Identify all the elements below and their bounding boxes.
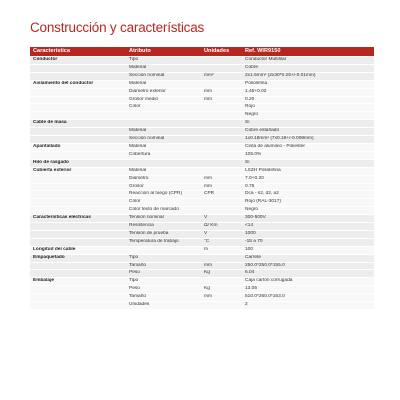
unit-cell: V: [201, 230, 242, 238]
value-cell: 0.20: [242, 96, 374, 104]
unit-cell: [201, 112, 242, 120]
value-cell: 1000: [242, 230, 374, 238]
unit-cell: mm: [201, 294, 242, 302]
characteristic-cell: Cable de masa: [30, 120, 126, 128]
characteristic-cell: [30, 112, 126, 120]
attribute-cell: Material: [126, 128, 201, 136]
header-row: [30, 47, 374, 57]
attribute-cell: Sección nominal: [126, 72, 201, 80]
value-cell: Cinta de aluminio - Poliester: [242, 143, 374, 151]
attribute-cell: Diámetro: [126, 175, 201, 183]
unit-cell: [201, 80, 242, 88]
attribute-cell: Material: [126, 167, 201, 175]
table-row: [30, 143, 374, 151]
table-row: [30, 262, 374, 270]
value-cell: 0.75: [242, 183, 374, 191]
characteristic-cell: Apantallado: [30, 143, 126, 151]
unit-cell: CPR: [201, 191, 242, 199]
table-row: [30, 57, 374, 65]
table-row: [30, 278, 374, 286]
value-cell: Carrete: [242, 254, 374, 262]
table-row: [30, 167, 374, 175]
value-cell: Caja cartón corrugada: [242, 278, 374, 286]
value-cell: 510.0*260.0*163.0: [242, 294, 374, 302]
value-cell: Conductor Multifilar: [242, 57, 374, 65]
value-cell: Cobre estañado: [242, 128, 374, 136]
attribute-cell: Grosor: [126, 183, 201, 191]
characteristic-cell: [30, 96, 126, 104]
characteristic-cell: Embalaje: [30, 278, 126, 286]
table-row: [30, 191, 374, 199]
unit-cell: mm: [201, 262, 242, 270]
attribute-cell: Cobertura: [126, 151, 201, 159]
unit-cell: mm: [201, 183, 242, 191]
attribute-cell: Grosor medio: [126, 96, 201, 104]
value-cell: Dca - s2, d2, a2: [242, 191, 374, 199]
unit-cell: [201, 64, 242, 72]
unit-cell: [201, 128, 242, 136]
attribute-cell: Temperatura de trabajo: [126, 238, 201, 246]
characteristic-cell: [30, 199, 126, 207]
unit-cell: [201, 104, 242, 112]
attribute-cell: Color: [126, 104, 201, 112]
characteristic-cell: [30, 88, 126, 96]
attribute-cell: [126, 120, 201, 128]
attribute-cell: Color: [126, 199, 201, 207]
value-cell: Rojo (RAL-3017): [242, 199, 374, 207]
characteristic-cell: [30, 302, 126, 310]
table-row: [30, 215, 374, 223]
value-cell: 300-500V: [242, 215, 374, 223]
unit-cell: [201, 278, 242, 286]
unit-cell: mm: [201, 88, 242, 96]
table-row: [30, 294, 374, 302]
value-cell: LSZH Poliolefina: [242, 167, 374, 175]
attribute-cell: Unidades: [126, 302, 201, 310]
characteristic-cell: Longitud del cable: [30, 246, 126, 254]
table-row: [30, 183, 374, 191]
characteristic-cell: [30, 151, 126, 159]
attribute-cell: Tensión nominal: [126, 215, 201, 223]
spec-body: [30, 57, 374, 310]
table-row: [30, 72, 374, 80]
value-cell: Negro: [242, 207, 374, 215]
value-cell: Sí: [242, 159, 374, 167]
value-cell: 250.0*250.0*155.0: [242, 262, 374, 270]
characteristic-cell: Hilo de rasgado: [30, 159, 126, 167]
unit-cell: m: [201, 246, 242, 254]
unit-cell: [201, 57, 242, 65]
characteristic-cell: [30, 230, 126, 238]
characteristic-cell: [30, 175, 126, 183]
table-row: [30, 80, 374, 88]
attribute-cell: Tipo: [126, 278, 201, 286]
characteristic-cell: [30, 128, 126, 136]
table-row: [30, 230, 374, 238]
unit-cell: Kg: [201, 286, 242, 294]
table-row: [30, 88, 374, 96]
unit-cell: [201, 207, 242, 215]
characteristic-cell: [30, 136, 126, 144]
table-row: [30, 238, 374, 246]
characteristic-cell: Empaquetado: [30, 254, 126, 262]
table-row: [30, 286, 374, 294]
table-row: [30, 302, 374, 310]
value-cell: Cobre: [242, 64, 374, 72]
attribute-cell: [126, 159, 201, 167]
table-row: [30, 104, 374, 112]
attribute-cell: Sección nominal: [126, 136, 201, 144]
value-cell: <14: [242, 223, 374, 231]
unit-cell: Kg: [201, 270, 242, 278]
value-cell: 100: [242, 246, 374, 254]
table-row: [30, 128, 374, 136]
characteristic-cell: [30, 72, 126, 80]
characteristic-cell: [30, 191, 126, 199]
attribute-cell: Color texto de marcado: [126, 207, 201, 215]
attribute-cell: Resistencia: [126, 223, 201, 231]
table-row: [30, 207, 374, 215]
value-cell: -15 a 70: [242, 238, 374, 246]
unit-cell: [201, 199, 242, 207]
value-cell: Poliolefina: [242, 80, 374, 88]
attribute-cell: Tensión de prueba: [126, 230, 201, 238]
unit-cell: [201, 159, 242, 167]
spec-table: [30, 47, 374, 310]
value-cell: 2x1.5mm² (2x30*0.25+/-0.01mm): [242, 72, 374, 80]
table-row: [30, 64, 374, 72]
header-unidades: Unidades: [201, 47, 242, 57]
header-caracteristica: Característica: [30, 47, 126, 57]
attribute-cell: Tipo: [126, 57, 201, 65]
header-ref: Ref. WIR9150: [242, 47, 374, 57]
table-row: [30, 120, 374, 128]
unit-cell: [201, 302, 242, 310]
table-row: [30, 151, 374, 159]
value-cell: Rojo: [242, 104, 374, 112]
characteristic-cell: [30, 64, 126, 72]
characteristic-cell: Cubierta exterior: [30, 167, 126, 175]
characteristic-cell: [30, 294, 126, 302]
characteristic-cell: Conductor: [30, 57, 126, 65]
value-cell: 1x0.18mm² (7x0.18+/-0.008mm): [242, 136, 374, 144]
table-row: [30, 175, 374, 183]
value-cell: 13.05: [242, 286, 374, 294]
unit-cell: V: [201, 215, 242, 223]
table-row: [30, 136, 374, 144]
table-row: [30, 270, 374, 278]
unit-cell: Ω/ Km: [201, 223, 242, 231]
table-row: [30, 96, 374, 104]
page-title: Construcción y características: [30, 20, 205, 35]
table-row: [30, 254, 374, 262]
table-row: [30, 246, 374, 254]
attribute-cell: Material: [126, 64, 201, 72]
unit-cell: °C: [201, 238, 242, 246]
unit-cell: [201, 151, 242, 159]
value-cell: 105.0%: [242, 151, 374, 159]
value-cell: Sí: [242, 120, 374, 128]
characteristic-cell: [30, 207, 126, 215]
header-atributo: Atributo: [126, 47, 201, 57]
table-row: [30, 112, 374, 120]
table-row: [30, 159, 374, 167]
attribute-cell: Diámetro exterior: [126, 88, 201, 96]
characteristic-cell: Aislamiento del conductor: [30, 80, 126, 88]
attribute-cell: Reacción al fuego (CPR): [126, 191, 201, 199]
unit-cell: [201, 120, 242, 128]
attribute-cell: Material: [126, 80, 201, 88]
unit-cell: [201, 254, 242, 262]
characteristic-cell: [30, 183, 126, 191]
value-cell: 1.45+0.02: [242, 88, 374, 96]
characteristic-cell: [30, 262, 126, 270]
attribute-cell: [126, 246, 201, 254]
attribute-cell: Tipo: [126, 254, 201, 262]
characteristic-cell: [30, 286, 126, 294]
characteristic-cell: [30, 238, 126, 246]
characteristic-cell: [30, 223, 126, 231]
value-cell: 6.04: [242, 270, 374, 278]
attribute-cell: Material: [126, 143, 201, 151]
attribute-cell: [126, 112, 201, 120]
unit-cell: [201, 143, 242, 151]
unit-cell: [201, 136, 242, 144]
attribute-cell: Peso: [126, 286, 201, 294]
unit-cell: mm: [201, 175, 242, 183]
value-cell: 2: [242, 302, 374, 310]
unit-cell: mm: [201, 96, 242, 104]
value-cell: 7.0+0.20: [242, 175, 374, 183]
attribute-cell: Tamaño: [126, 294, 201, 302]
unit-cell: [201, 167, 242, 175]
attribute-cell: Tamaño: [126, 262, 201, 270]
characteristic-cell: Características eléctricas: [30, 215, 126, 223]
characteristic-cell: [30, 270, 126, 278]
attribute-cell: Peso: [126, 270, 201, 278]
unit-cell: mm²: [201, 72, 242, 80]
characteristic-cell: [30, 104, 126, 112]
table-row: [30, 199, 374, 207]
table-row: [30, 223, 374, 231]
value-cell: Negro: [242, 112, 374, 120]
